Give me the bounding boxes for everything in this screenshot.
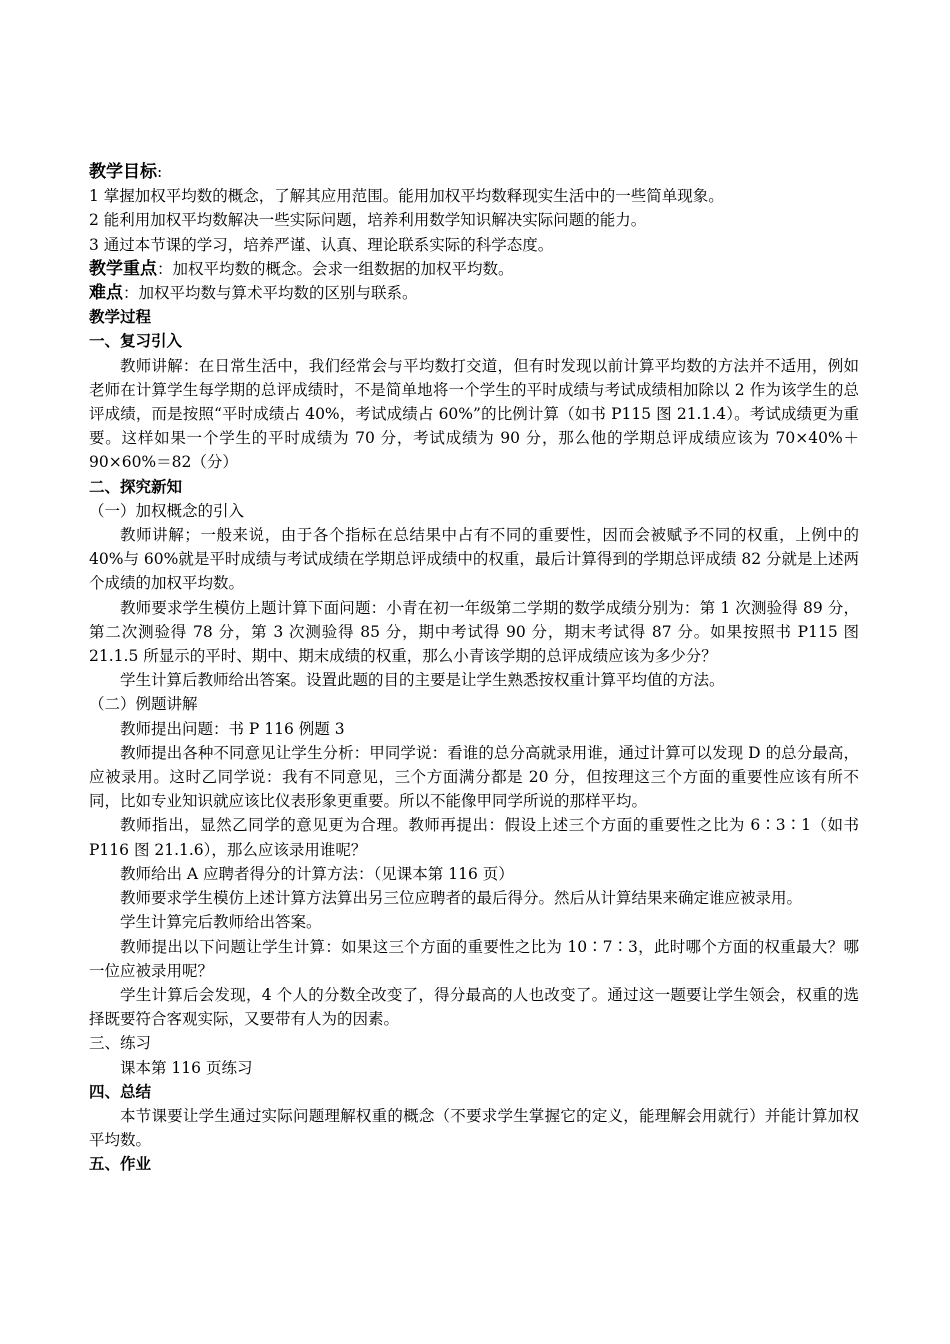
section2-sub2-paragraph-7: 教师提出以下问题让学生计算：如果这三个方面的重要性之比为 10∶7∶3，此时哪个方面的权重最大？哪一位应被录用呢？ [89, 937, 859, 980]
section2-sub2-paragraph-4: 教师给出 A 应聘者得分的计算方法：（见课本第 116 页） [120, 864, 514, 883]
difficulty-line [89, 281, 859, 305]
section2-sub2-paragraph-2: 教师提出各种不同意见让学生分析：甲同学说：看谁的总分高就录用谁，通过计算可以发现 D 的总分最高，应被录用。这时乙同学说：我有不同意见，三个方面满分都是 20 分，但按理这三个方面的重要性应该有所不同，比如专业知识就应该比仪表形象更重要。所以不能像甲同学所说的那样平均。 [89, 743, 859, 811]
key-point-line [89, 257, 859, 281]
section2-sub2-paragraph-6: 学生计算完后教师给出答案。 [120, 913, 322, 932]
section3-paragraph: 课本第 116 页练习 [120, 1058, 253, 1077]
objectives-heading: 教学目标 [89, 162, 157, 182]
section1-paragraph: 教师讲解：在日常生活中，我们经常会与平均数打交道，但有时发现以前计算平均数的方法并不适用，例如老师在计算学生每学期的总评成绩时，不是简单地将一个学生的平时成绩与考试成绩相加除以 2 作为该学生的总评成绩，而是按照“平时成绩占 40%，考试成绩占 60%”的比例计算（如书 P115 图 21.1.4）。考试成绩更为重要。这样如果一个学生的平时成绩为 70 分，考试成绩为 90 分，那么他的学期总评成绩应该为 70×40%＋90×60%＝82（分） [89, 356, 859, 472]
section2-sub2-paragraph-1: 教师提出问题：书 P 116 例题 3 [120, 719, 345, 738]
objective-item-3: 3 通过本节课的学习，培养严谨、认真、理论联系实际的科学态度。 [89, 235, 554, 254]
section4-title: 四、总结 [89, 1081, 152, 1101]
section4-paragraph: 本节课要让学生通过实际问题理解权重的概念（不要求学生掌握它的定义，能理解会用就行）并能计算加权平均数。 [89, 1106, 859, 1150]
section2-title: 二、探究新知 [89, 476, 183, 496]
difficulty-text: ：加权平均数与算术平均数的区别与联系。 [123, 284, 418, 303]
section2-sub1-paragraph-3: 学生计算后教师给出答案。设置此题的目的主要是让学生熟悉按权重计算平均值的方法。 [120, 671, 725, 690]
key-point-text: ：加权平均数的概念。会求一组数据的加权平均数。 [157, 259, 514, 278]
lesson-plan-document [89, 160, 859, 1177]
key-point-heading: 教学重点 [89, 258, 157, 279]
section2-sub1-title: （一）加权概念的引入 [89, 501, 245, 520]
section1-title: 一、复习引入 [89, 331, 183, 351]
objectives-heading-line [89, 160, 859, 184]
section2-sub2-paragraph-3: 教师指出，显然乙同学的意见更为合理。教师再提出：假设上述三个方面的重要性之比为 6∶3∶1（如书 P116 图 21.1.6），那么应该录用谁呢？ [89, 816, 859, 859]
section2-sub1-paragraph-1: 教师讲解；一般来说，由于各个指标在总结果中占有不同的重要性，因而会被赋予不同的权重，上例中的 40%与 60%就是平时成绩与考试成绩在学期总评成绩中的权重，最后计算得到的学期总评成绩 82 分就是上述两个成绩的加权平均数。 [89, 526, 859, 593]
section2-sub1-paragraph-2: 教师要求学生模仿上题计算下面问题：小青在初一年级第二学期的数学成绩分别为：第 1 次测验得 89 分，第二次测验得 78 分，第 3 次测验得 85 分，期中考试得 90 分，期末考试得 87 分。如果按照书 P115 图 21.1.5 所显示的平时、期中、期末成绩的权重，那么小青该学期的总评成绩应该为多少分？ [89, 598, 859, 666]
process-title: 教学过程 [89, 307, 152, 327]
section5-title: 五、作业 [89, 1154, 152, 1174]
difficulty-heading: 难点 [89, 283, 123, 304]
objective-item-1: 1 掌握加权平均数的概念，了解其应用范围。能用加权平均数释现实生活中的一些简单现象。 [89, 187, 724, 206]
objective-item-2: 2 能利用加权平均数解决一些实际问题，培养利用数学知识解决实际问题的能力。 [89, 211, 647, 230]
section2-sub2-paragraph-5: 教师要求学生模仿上述计算方法算出另三位应聘者的最后得分。然后从计算结果来确定谁应被录用。 [120, 889, 803, 908]
section3-title: 三、练习 [89, 1034, 152, 1053]
section2-sub2-paragraph-8: 学生计算后会发现，4 个人的分数全改变了，得分最高的人也改变了。通过这一题要让学生领会，权重的选择既要符合客观实际，又要带有人为的因素。 [89, 985, 859, 1029]
section2-sub2-title: （二）例题讲解 [89, 695, 198, 714]
objectives-heading-colon: : [157, 163, 163, 181]
